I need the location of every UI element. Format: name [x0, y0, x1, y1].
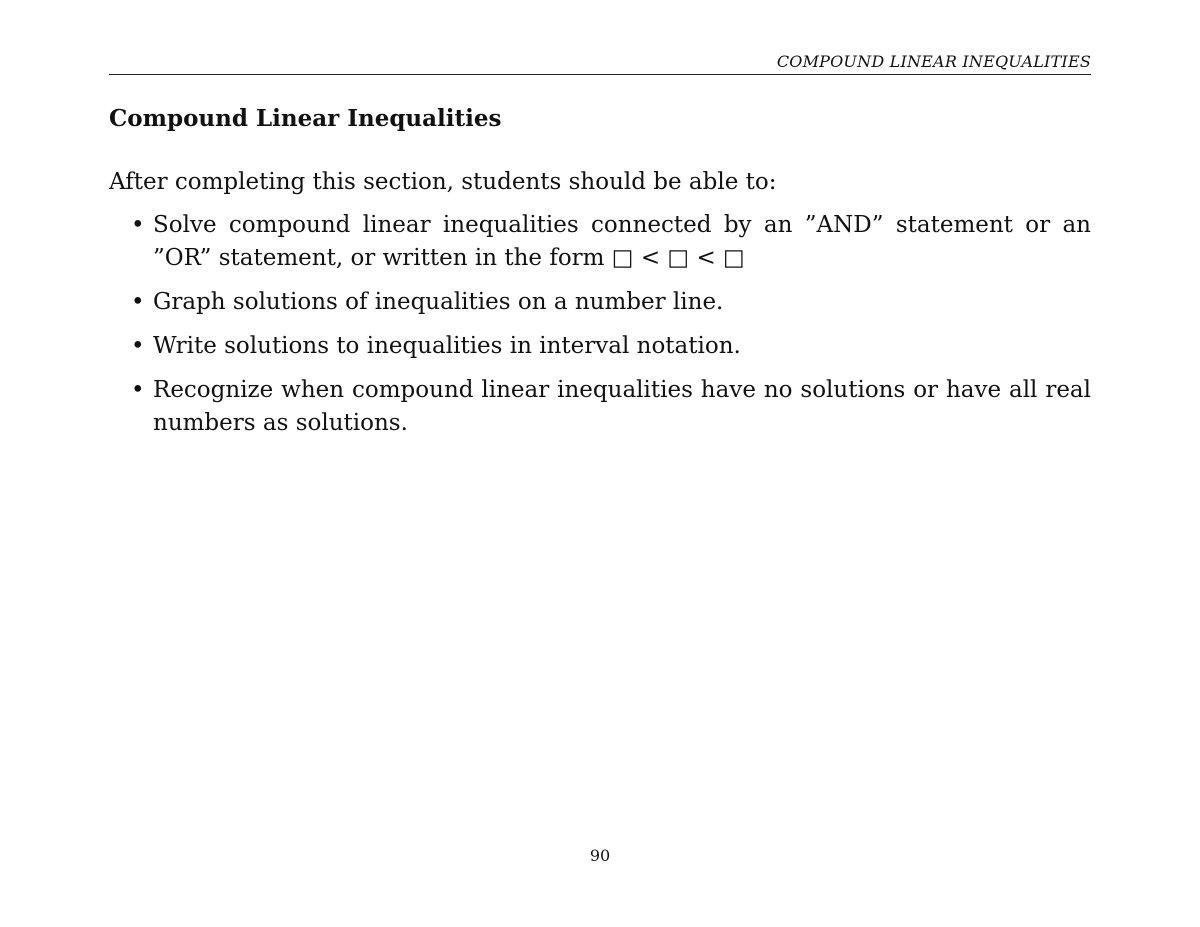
list-item: [109, 286, 1091, 319]
objective-text: Graph solutions of inequalities on a number line.: [153, 289, 724, 315]
bullet-icon: •: [131, 289, 145, 315]
running-header: COMPOUND LINEAR INEQUALITIES: [109, 52, 1091, 75]
objective-text: Recognize when compound linear inequalities have no solutions or have all real numbers as solutions.: [153, 377, 1091, 436]
objective-text: Solve compound linear inequalities connected by an ”AND” statement or an ”OR” statement, or written in the form □ < □ < □: [153, 212, 1091, 271]
page-number: 90: [589, 846, 611, 865]
list-item: [109, 209, 1091, 275]
list-item: [109, 330, 1091, 363]
bullet-icon: •: [131, 377, 145, 403]
list-item: [109, 374, 1091, 440]
learning-objectives-list: [109, 209, 1091, 451]
bullet-icon: •: [131, 212, 145, 238]
section-title: Compound Linear Inequalities: [109, 105, 502, 132]
bullet-icon: •: [131, 333, 145, 359]
intro-text: After completing this section, students should be able to:: [109, 169, 777, 195]
objective-text: Write solutions to inequalities in interval notation.: [153, 333, 741, 359]
